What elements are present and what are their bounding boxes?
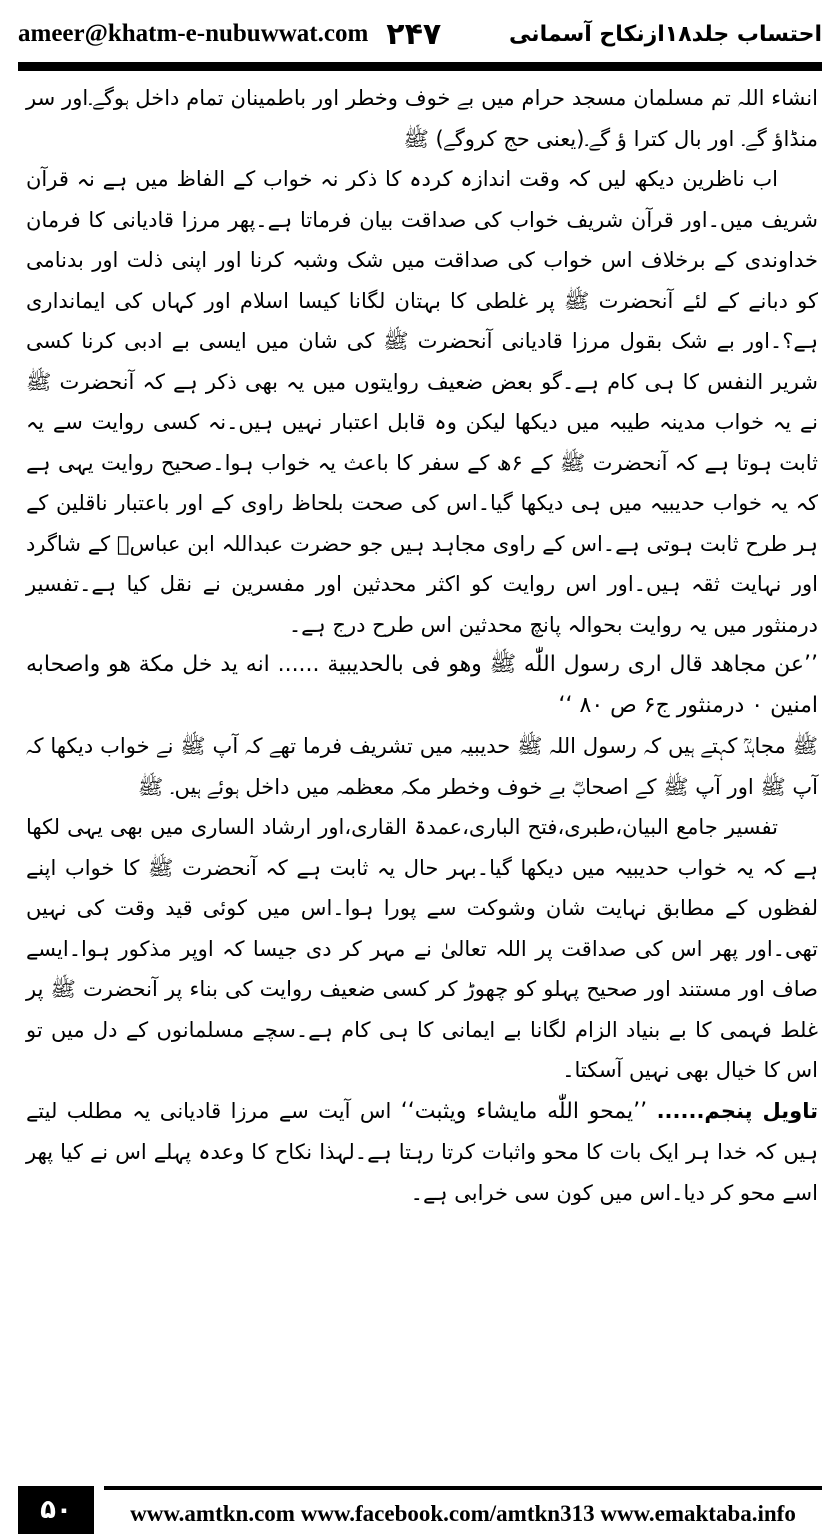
paragraph-2: اب ناظرین دیکھ لیں کہ وقت اندازہ کردہ کا ذکر نہ خواب کے الفاظ میں ہے نہ قرآن شریف میں۔اور قرآن شریف خواب کی صداقت بیان فرماتا ہے۔پھر مرزا قادیانی کا فرمان خداوندی کے برخلاف اس خواب کی صداقت میں شک وشبہ کرنا اور اپنی ذلت اور بدنامی کو دبانے کے لئے آنحضرت ﷺ پر غلطی کا بہتان لگانا کیسا اسلام اور کہاں کی ایمانداری ہے؟۔اور بے شک بقول مرزا قادیانی آنحضرت ﷺ کی شان میں ایسی بے ادبی کرنا کسی شریر النفس کا ہی کام ہے۔گو بعض ضعیف روایتوں میں یہ بھی ذکر ہے کہ آنحضرت ﷺ نے یہ خواب مدینہ طیبہ میں دیکھا لیکن وہ قابل اعتبار نہیں ہیں۔نہ کسی روایت سے یہ ثابت ہوتا ہے کہ آنحضرت ﷺ کے ۶ھ کے سفر کا باعث یہ خواب ہوا۔صحیح روایت یہی ہے کہ یہ خواب حدیبیہ میں ہی دیکھا گیا۔اس کی صحت بلحاظ راوی کے اور باعتبار ناقلین کے ہر طرح ثابت ہوتی ہے۔اس کے راوی مجاہد ہیں جو حضرت عبداللہ ابن عباسؓ کے شاگرد اور نہایت ثقہ ہیں۔اور اس روایت کو اکثر محدثین اور مفسرین نے نقل کیا ہے۔تفسیر درمنثور میں یہ روایت بحوالہ پانچ محدثین اس طرح درج ہے۔ [26,167,818,637]
footer-rule [104,1486,822,1490]
paragraph-1: انشاء اللہ تم مسلمان مسجد حرام میں بے خوف وخطر اور باطمینان تمام داخل ہوگے۔اور سر منڈاؤ گے۔ اور بال کترا ؤ گے۔(یعنی حج کروگے) ﷺ [26,86,818,151]
quote-translation: ﷺ مجاہدؒ کہتے ہیں کہ رسول اللہ ﷺ حدیبیہ میں تشریف فرما تھے کہ آپ ﷺ نے خواب دیکھا کہ آپ ﷺ اور آپ ﷺ کے اصحابؓ بے خوف وخطر مکہ معظمہ میں داخل ہوئے ہیں۔ ﷺ [26,734,818,799]
taweel-text: اس آیت سے مرزا قادیانی یہ مطلب لیتے ہیں کہ خدا ہر ایک بات کا محو واثبات کرتا رہتا ہے۔لہذا نکاح کا وعدہ پہلے اس نے کیا پھر اسے محو کر دیا۔اس میں کون سی خرابی ہے۔ [26,1098,818,1205]
taweel-heading: تاویل پنجم...... [656,1098,818,1123]
footer-page-number: ۵۰ [18,1486,94,1534]
paragraph-tafsir: تفسیر جامع البیان،طبری،فتح الباری،عمدۃ القاری،اور ارشاد الساری میں بھی یہی لکھا ہے کہ یہ خواب حدیبیہ میں دیکھا گیا۔بہر حال یہ ثابت ہے کہ آنحضرت ﷺ کا خواب اپنے لفظوں کے مطابق نہایت شان وشوکت سے پورا ہوا۔اس میں کوئی قید وقت کی نہیں تھی۔اور پھر اس کی صداقت پر اللہ تعالیٰ نے مہر کر دی جیسا کہ اوپر مذکور ہوا۔ایسے صاف اور مستند اور صحیح پہلو کو چھوڑ کر کسی ضعیف روایت کی بناء پر آنحضرت ﷺ پر غلط فہمی کا بے بنیاد الزام لگانا بے ایمانی کا ہی کام ہے۔سچے مسلمانوں کے دل میں تو اس کا خیال بھی نہیں آسکتا۔ [26,815,818,1082]
header-email: ameer@khatm-e-nubuwwat.com [18,20,369,47]
arabic-quote: ’’عن مجاهد قال اری رسول اللّٰه ﷺ وهو فی بالحدیبیة ...... انه ید خل مكة هو واصحابه امنین ۰ درمنثور ج۶ ص ۸۰ ‘‘ [26,652,818,718]
header-page-number: ۲۴۷ [386,16,442,52]
page-header [18,14,822,54]
taweel-arabic: ’’یمحو اللّٰه مایشاء ویثبت‘‘ [400,1098,648,1124]
footer-links: www.amtkn.com www.facebook.com/amtkn313 www.emaktaba.info [130,1501,796,1526]
header-left [18,17,441,52]
book-title: احتساب جلد۱۸ازنکاح آسمانی [509,21,822,47]
page-body [26,78,818,1458]
taweel-paragraph [26,1091,818,1214]
header-rule [18,62,822,71]
